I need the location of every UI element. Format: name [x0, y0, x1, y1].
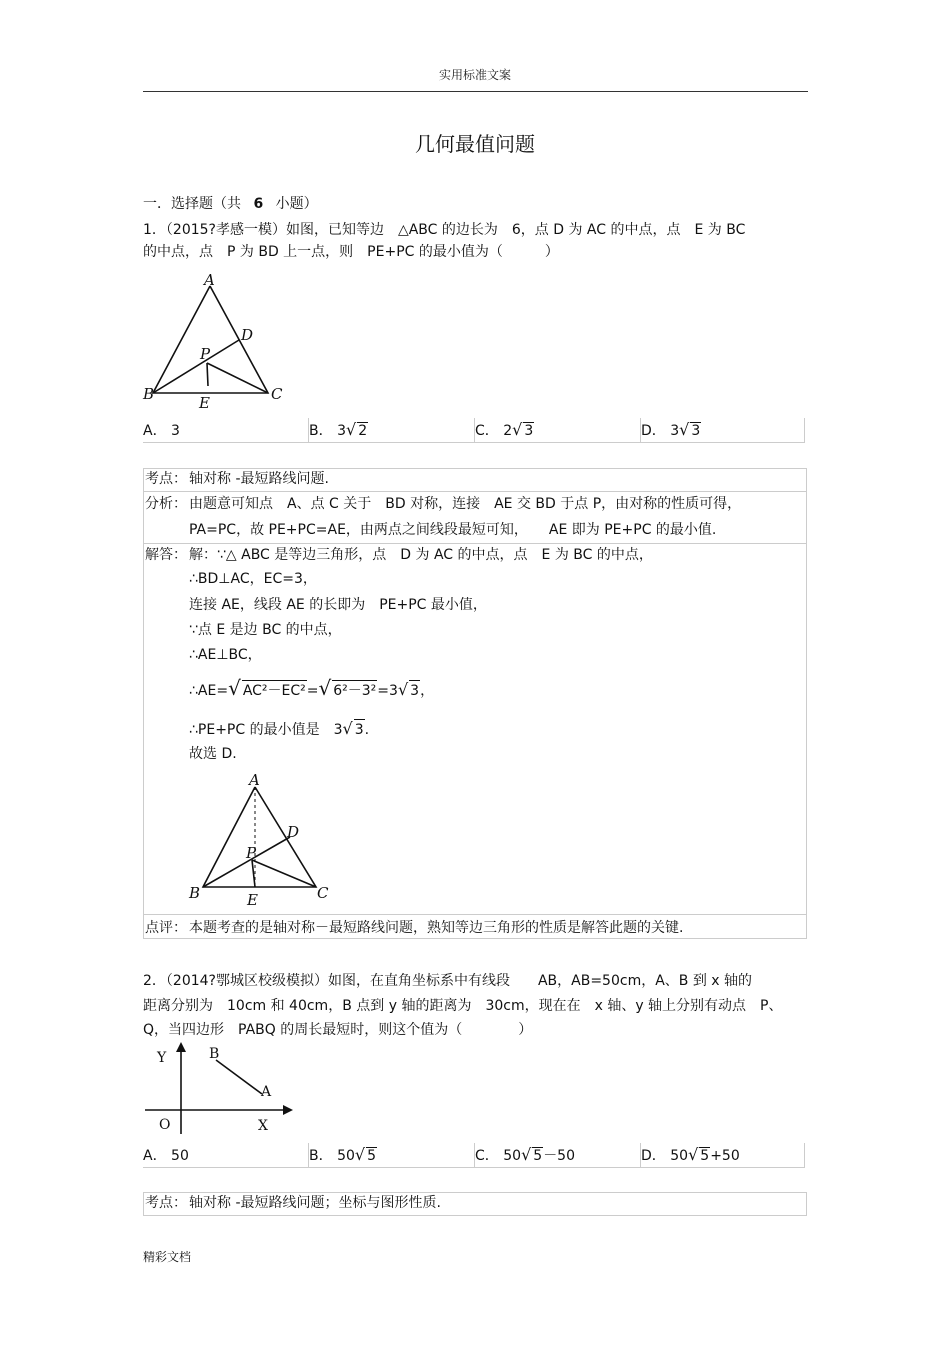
label-b: B [143, 385, 155, 403]
sol-label-b: B [189, 884, 201, 902]
section-label: 一．选择题（共 [143, 196, 241, 212]
q2-option-a[interactable]: A． 50 [143, 1148, 189, 1164]
label-e: E [199, 394, 210, 412]
header-rule [143, 91, 808, 92]
q2-option-c[interactable]: C． 50√ 5－50 [475, 1145, 576, 1164]
q2-label-x: X [258, 1118, 268, 1134]
section-count: 6 [253, 196, 264, 212]
q1-step-8: 故选 D. [189, 746, 237, 762]
q2-label-b: B [209, 1046, 220, 1062]
segment-bd [153, 340, 239, 393]
q2-stem-line3: Q，当四边形 PABQ 的周长最短时，则这个值为（ ） [143, 1022, 533, 1038]
q1-option-a[interactable]: A． 3 [143, 423, 180, 439]
q1-kaodian-label: 考点： [145, 471, 187, 487]
sol-label-a: A [249, 771, 260, 789]
q2-coordinate-figure [143, 1042, 303, 1138]
page-title: 几何最值问题 [415, 132, 535, 156]
q1-step-6: ∴AE=√ AC²－EC²=√ 6²－3²=3√ 3， [189, 676, 435, 700]
page-header: 实用标准文案 [438, 68, 511, 82]
label-a: A [204, 272, 215, 289]
q1-jieda-label: 解答： [145, 547, 187, 563]
q2-options-row [143, 1143, 805, 1168]
q1-kaodian-text: 轴对称 -最短路线问题. [189, 471, 329, 487]
q1-fenxi-label: 分析： [145, 496, 187, 512]
q1-fenxi-line1: 由题意可知点 A、点 C 关于 BD 对称，连接 AE 交 BD 于点 P，由对称的性质可得， [189, 496, 742, 512]
q1-solution-figure [186, 770, 331, 910]
label-d: D [241, 326, 254, 344]
q1-step-7: ∴PE+PC 的最小值是 3√ 3. [189, 719, 370, 738]
q1-step-4: ∵点 E 是边 BC 的中点， [189, 622, 342, 638]
q2-label-a: A [261, 1084, 272, 1100]
section-heading [143, 194, 318, 214]
label-p: P [200, 345, 211, 363]
q1-step-2: ∴BD⊥AC，EC=3， [189, 571, 317, 587]
q1-dianping-text: 本题考查的是轴对称－最短路线问题，熟知等边三角形的性质是解答此题的关键. [189, 920, 684, 936]
q2-option-d[interactable]: D． 50√ 5+50 [641, 1145, 740, 1164]
q2-kaodian-label: 考点： [145, 1195, 187, 1211]
label-c: C [271, 385, 283, 403]
q2-kaodian-text: 轴对称 -最短路线问题；坐标与图形性质. [189, 1195, 441, 1211]
q2-option-b[interactable]: B． 50√ 5 [309, 1145, 377, 1164]
q1-step-3: 连接 AE，线段 AE 的长即为 PE+PC 最小值， [189, 597, 487, 613]
q1-step-5: ∴AE⊥BC， [189, 647, 262, 663]
segment-pc [207, 363, 268, 393]
q2-label-o: O [159, 1117, 171, 1133]
q1-step-1: 解：∵△ ABC 是等边三角形，点 D 为 AC 的中点，点 E 为 BC 的中点， [189, 547, 653, 563]
q1-option-d[interactable]: D． 3√ 3 [641, 420, 701, 439]
q1-fenxi-line2: PA=PC，故 PE+PC=AE，由两点之间线段最短可知， AE 即为 PE+PC 的最小值. [189, 522, 717, 538]
q1-dianping-label: 点评： [145, 920, 187, 936]
q1-options-row [143, 418, 805, 443]
section-tail: 小题） [275, 196, 318, 212]
sol-label-e: E [247, 891, 258, 909]
sol-label-c: C [317, 884, 329, 902]
q1-stem-line1: 1．（2015?孝感一模）如图，已知等边 △ABC 的边长为 6，点 D 为 AC 的中点，点 E 为 BC [143, 222, 746, 238]
q1-stem-line2: 的中点，点 P 为 BD 上一点，则 PE+PC 的最小值为（ ） [143, 244, 559, 260]
page-footer: 精彩文档 [143, 1250, 192, 1264]
segment-pe [207, 363, 208, 386]
q2-label-y: Y [157, 1050, 167, 1066]
q1-option-b[interactable]: B． 3√ 2 [309, 420, 368, 439]
q2-stem-line1: 2．（2014?鄂城区校级模拟）如图，在直角坐标系中有线段 AB，AB=50cm，A、B 到 x 轴的 [143, 973, 753, 989]
sol-label-d: D [287, 823, 300, 841]
sol-label-p: P [246, 844, 257, 862]
q1-triangle-figure [140, 272, 290, 412]
q1-option-c[interactable]: C． 2√ 3 [475, 420, 534, 439]
q2-stem-line2: 距离分别为 10cm 和 40cm，B 点到 y 轴的距离为 30cm，现在在 x 轴、y 轴上分别有动点 P、 [143, 998, 783, 1014]
